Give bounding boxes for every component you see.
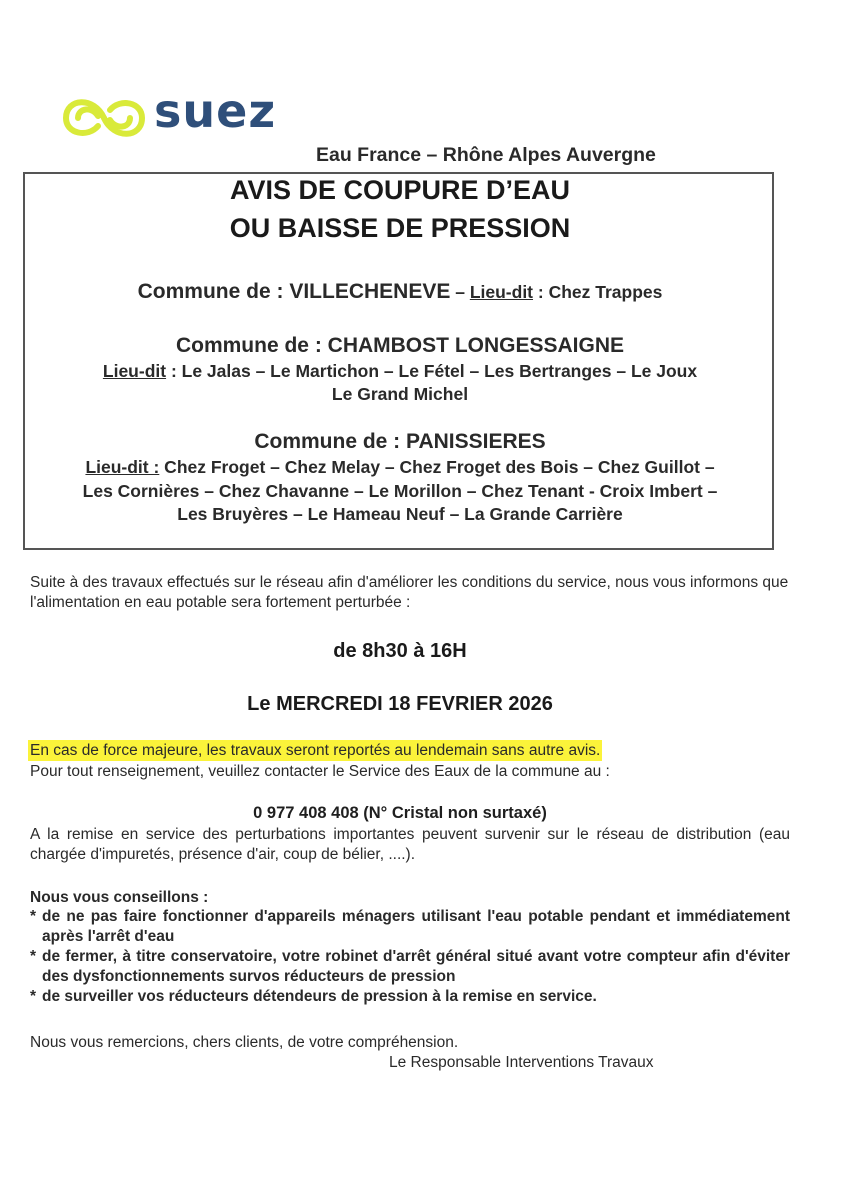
advice-item bbox=[30, 947, 790, 987]
date: Le MERCREDI 18 FEVRIER 2026 bbox=[247, 693, 553, 715]
commune-prefix: Commune de : bbox=[137, 280, 290, 303]
force-majeure-line bbox=[30, 741, 790, 761]
lieu-dit-label: Lieu-dit bbox=[469, 282, 534, 302]
lieu-dit-panissieres-line1 bbox=[0, 456, 800, 479]
advice-item bbox=[30, 987, 790, 1007]
warning-paragraph: A la remise en service des perturbations importantes peuvent survenir sur le réseau de distribution (eau chargée d'impuretés, présence d'air, coup de bélier, ....). bbox=[30, 826, 790, 863]
lieu-dit-label: Lieu-dit bbox=[102, 361, 167, 381]
commune-prefix: Commune de : bbox=[254, 430, 407, 453]
thanks-line: Nous vous remercions, chers clients, de votre compréhension. bbox=[30, 1034, 459, 1051]
commune-prefix: Commune de : bbox=[175, 334, 328, 357]
intro-paragraph: Suite à des travaux effectués sur le réseau afin d'améliorer les conditions du service, nous vous informons que l'alimentation en eau potable sera fortement perturbée : bbox=[30, 574, 789, 611]
suez-logo bbox=[58, 84, 298, 148]
advice-text: de fermer, à titre conservatoire, votre robinet d'arrêt général situé avant votre compteur afin d'éviter des dysfonctionnements survos réducteurs de pression bbox=[42, 948, 790, 985]
bullet-icon: * bbox=[30, 948, 37, 965]
advice-text: de ne pas faire fonctionner d'appareils ménagers utilisant l'eau potable pendant et immédiatement après l'arrêt d'eau bbox=[42, 908, 790, 945]
lieu-dit-chambost-line1 bbox=[0, 360, 800, 383]
notice-title-line1: AVIS DE COUPURE D’EAU bbox=[229, 175, 571, 205]
commune-name: VILLECHENEVE bbox=[289, 280, 451, 303]
highlighted-text: En cas de force majeure, les travaux seront reportés au lendemain sans autre avis. bbox=[30, 742, 601, 759]
separator: – bbox=[450, 282, 470, 302]
lieu-dit-label: Lieu-dit : bbox=[85, 457, 160, 477]
bullet-icon: * bbox=[30, 988, 37, 1005]
lieu-dit-panissieres-line2: Les Cornières – Chez Chavanne – Le Morillon – Chez Tenant - Croix Imbert – bbox=[82, 481, 718, 501]
commune-name: PANISSIERES bbox=[406, 430, 546, 453]
commune-panissieres bbox=[0, 430, 800, 454]
lieu-dit-list: : Le Jalas – Le Martichon – Le Fétel – Les Bertranges – Le Joux bbox=[166, 361, 698, 381]
advice-list bbox=[30, 907, 790, 1007]
brand-name: suez bbox=[154, 84, 277, 138]
commune-villecheneve bbox=[0, 280, 800, 304]
contact-intro: Pour tout renseignement, veuillez contacter le Service des Eaux de la commune au : bbox=[30, 763, 610, 780]
notice-title-line2: OU BAISSE DE PRESSION bbox=[229, 213, 571, 243]
suez-swirl-icon bbox=[58, 88, 150, 148]
region-subtitle: Eau France – Rhône Alpes Auvergne bbox=[316, 144, 656, 166]
phone-number: 0 977 408 408 (N° Cristal non surtaxé) bbox=[253, 804, 547, 822]
advice-item bbox=[30, 907, 790, 947]
time-range: de 8h30 à 16H bbox=[333, 640, 467, 662]
signature: Le Responsable Interventions Travaux bbox=[389, 1054, 654, 1071]
lieu-dit-chambost-line2: Le Grand Michel bbox=[331, 384, 469, 404]
lieu-dit-list: : Chez Trappes bbox=[533, 282, 663, 302]
lieu-dit-panissieres-line3: Les Bruyères – Le Hameau Neuf – La Grande Carrière bbox=[177, 504, 623, 524]
advice-title: Nous vous conseillons : bbox=[30, 889, 209, 906]
commune-chambost bbox=[0, 334, 800, 358]
bullet-icon: * bbox=[30, 908, 37, 925]
advice-text: de surveiller vos réducteurs détendeurs de pression à la remise en service. bbox=[42, 988, 597, 1005]
commune-name: CHAMBOST LONGESSAIGNE bbox=[327, 334, 625, 357]
lieu-dit-list: Chez Froget – Chez Melay – Chez Froget des Bois – Chez Guillot – bbox=[159, 457, 715, 477]
